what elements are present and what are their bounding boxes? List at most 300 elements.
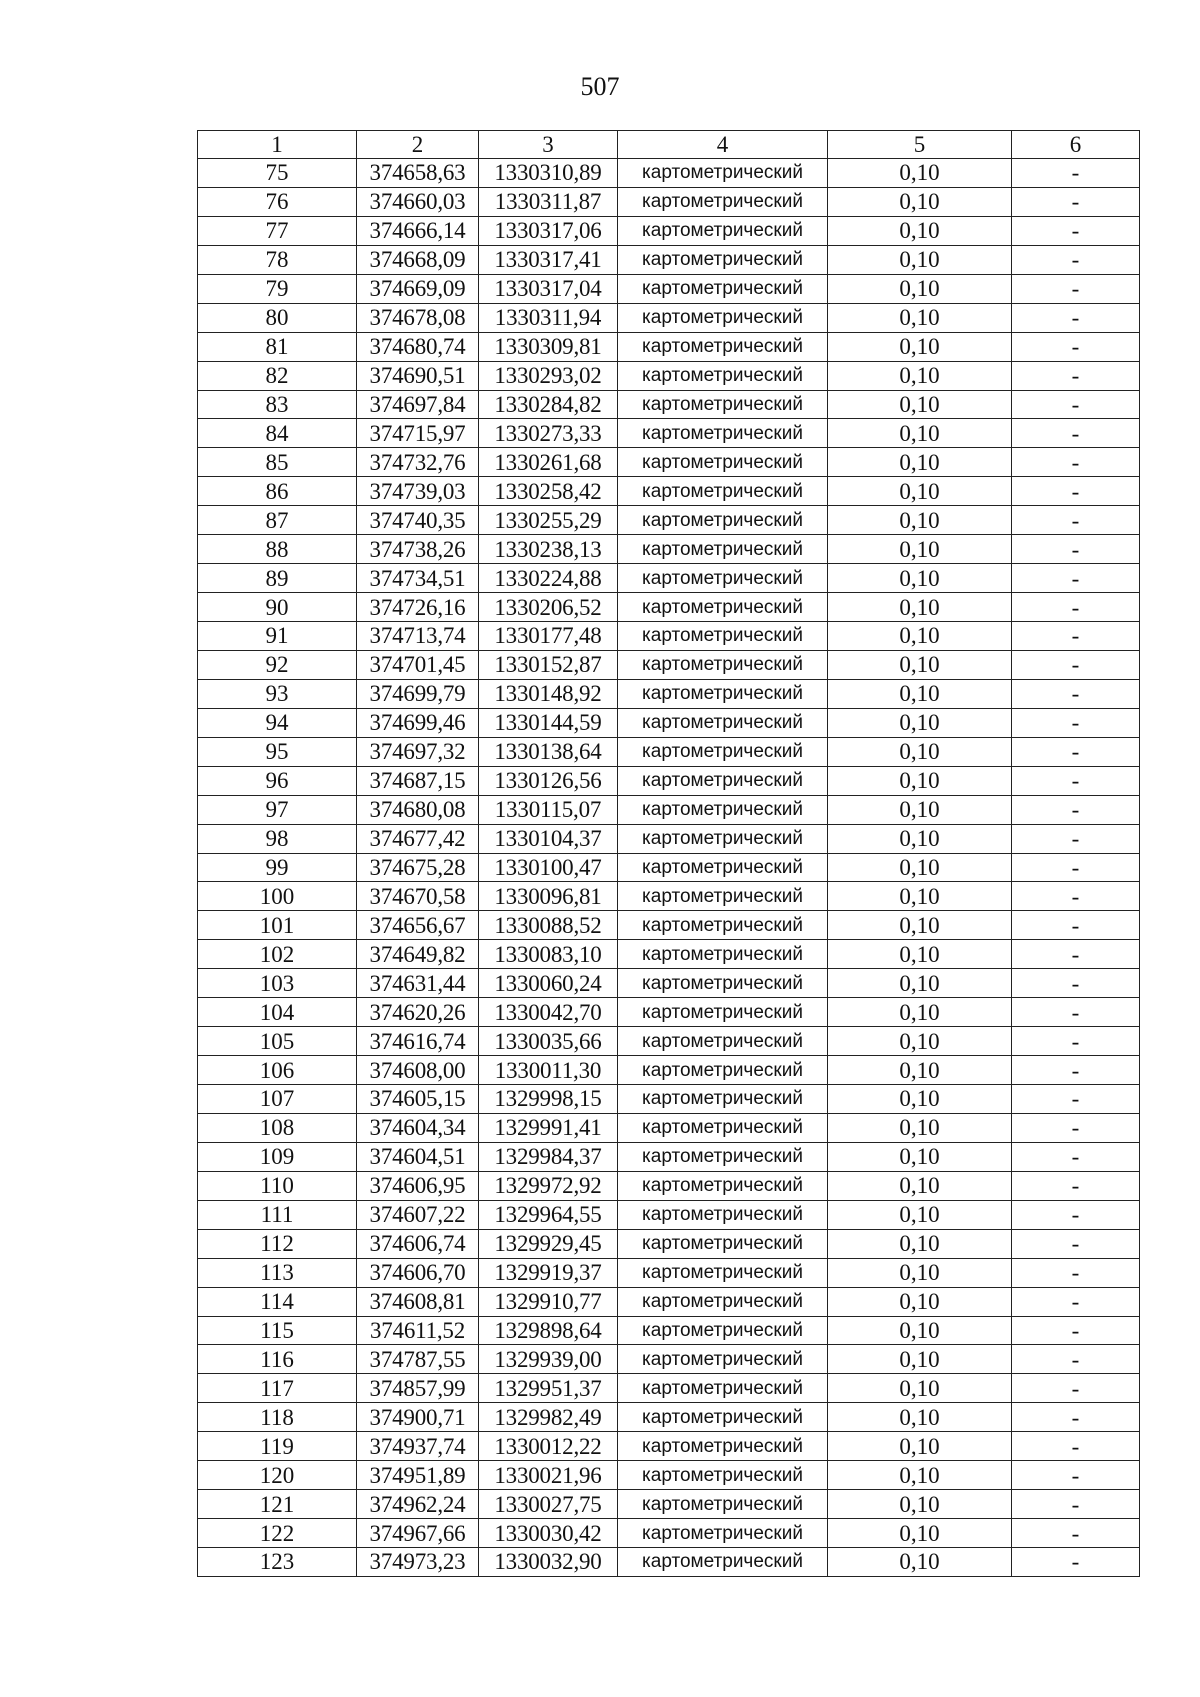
method-cell: картометрический [618, 1548, 828, 1577]
note-cell: - [1012, 824, 1140, 853]
method-cell: картометрический [618, 448, 828, 477]
point-number-cell: 123 [198, 1548, 357, 1577]
method-cell: картометрический [618, 1056, 828, 1085]
y-coordinate-cell: 1330088,52 [479, 911, 618, 940]
table-row [198, 795, 1140, 824]
y-coordinate-cell: 1330255,29 [479, 506, 618, 535]
x-coordinate-cell: 374697,32 [357, 737, 479, 766]
y-coordinate-cell: 1330206,52 [479, 593, 618, 622]
y-coordinate-cell: 1330284,82 [479, 390, 618, 419]
method-cell: картометрический [618, 593, 828, 622]
accuracy-cell: 0,10 [828, 940, 1012, 969]
x-coordinate-cell: 374697,84 [357, 390, 479, 419]
accuracy-cell: 0,10 [828, 448, 1012, 477]
note-cell: - [1012, 216, 1140, 245]
table-row [198, 911, 1140, 940]
note-cell: - [1012, 1403, 1140, 1432]
table-row [198, 216, 1140, 245]
method-cell: картометрический [618, 390, 828, 419]
y-coordinate-cell: 1330012,22 [479, 1432, 618, 1461]
table-row [198, 1374, 1140, 1403]
point-number-cell: 81 [198, 332, 357, 361]
table-row [198, 998, 1140, 1027]
x-coordinate-cell: 374701,45 [357, 650, 479, 679]
x-coordinate-cell: 374857,99 [357, 1374, 479, 1403]
x-coordinate-cell: 374713,74 [357, 622, 479, 651]
method-cell: картометрический [618, 824, 828, 853]
table-row [198, 737, 1140, 766]
accuracy-cell: 0,10 [828, 564, 1012, 593]
y-coordinate-cell: 1330035,66 [479, 1027, 618, 1056]
accuracy-cell: 0,10 [828, 390, 1012, 419]
accuracy-cell: 0,10 [828, 1403, 1012, 1432]
point-number-cell: 100 [198, 882, 357, 911]
x-coordinate-cell: 374675,28 [357, 853, 479, 882]
point-number-cell: 110 [198, 1171, 357, 1200]
point-number-cell: 112 [198, 1229, 357, 1258]
point-number-cell: 88 [198, 535, 357, 564]
table-row [198, 506, 1140, 535]
page-number: 507 [580, 72, 620, 101]
y-coordinate-cell: 1330115,07 [479, 795, 618, 824]
x-coordinate-cell: 374604,51 [357, 1142, 479, 1171]
note-cell: - [1012, 1171, 1140, 1200]
method-cell: картометрический [618, 187, 828, 216]
x-coordinate-cell: 374787,55 [357, 1345, 479, 1374]
x-coordinate-cell: 374740,35 [357, 506, 479, 535]
table-row [198, 303, 1140, 332]
coordinates-table [197, 130, 1140, 1577]
accuracy-cell: 0,10 [828, 795, 1012, 824]
x-coordinate-cell: 374631,44 [357, 969, 479, 998]
note-cell: - [1012, 159, 1140, 188]
table-row [198, 1432, 1140, 1461]
accuracy-cell: 0,10 [828, 187, 1012, 216]
note-cell: - [1012, 998, 1140, 1027]
note-cell: - [1012, 1200, 1140, 1229]
point-number-cell: 115 [198, 1316, 357, 1345]
x-coordinate-cell: 374677,42 [357, 824, 479, 853]
method-cell: картометрический [618, 1287, 828, 1316]
note-cell: - [1012, 708, 1140, 737]
x-coordinate-cell: 374608,81 [357, 1287, 479, 1316]
table-row [198, 390, 1140, 419]
table-row [198, 274, 1140, 303]
method-cell: картометрический [618, 245, 828, 274]
y-coordinate-cell: 1330138,64 [479, 737, 618, 766]
note-cell: - [1012, 1490, 1140, 1519]
y-coordinate-cell: 1330293,02 [479, 361, 618, 390]
method-cell: картометрический [618, 419, 828, 448]
method-cell: картометрический [618, 853, 828, 882]
x-coordinate-cell: 374656,67 [357, 911, 479, 940]
accuracy-cell: 0,10 [828, 535, 1012, 564]
y-coordinate-cell: 1330224,88 [479, 564, 618, 593]
accuracy-cell: 0,10 [828, 853, 1012, 882]
table-row [198, 332, 1140, 361]
y-coordinate-cell: 1329982,49 [479, 1403, 618, 1432]
method-cell: картометрический [618, 1200, 828, 1229]
point-number-cell: 80 [198, 303, 357, 332]
note-cell: - [1012, 1548, 1140, 1577]
point-number-cell: 91 [198, 622, 357, 651]
note-cell: - [1012, 1374, 1140, 1403]
point-number-cell: 84 [198, 419, 357, 448]
accuracy-cell: 0,10 [828, 303, 1012, 332]
x-coordinate-cell: 374734,51 [357, 564, 479, 593]
accuracy-cell: 0,10 [828, 1258, 1012, 1287]
accuracy-cell: 0,10 [828, 419, 1012, 448]
y-coordinate-cell: 1329998,15 [479, 1085, 618, 1114]
method-cell: картометрический [618, 1027, 828, 1056]
point-number-cell: 105 [198, 1027, 357, 1056]
y-coordinate-cell: 1329929,45 [479, 1229, 618, 1258]
accuracy-cell: 0,10 [828, 1432, 1012, 1461]
point-number-cell: 114 [198, 1287, 357, 1316]
method-cell: картометрический [618, 737, 828, 766]
table-row [198, 853, 1140, 882]
x-coordinate-cell: 374739,03 [357, 477, 479, 506]
note-cell: - [1012, 853, 1140, 882]
accuracy-cell: 0,10 [828, 1171, 1012, 1200]
point-number-cell: 99 [198, 853, 357, 882]
x-coordinate-cell: 374680,74 [357, 332, 479, 361]
point-number-cell: 82 [198, 361, 357, 390]
point-number-cell: 96 [198, 766, 357, 795]
table-row [198, 159, 1140, 188]
method-cell: картометрический [618, 1258, 828, 1287]
table-row [198, 708, 1140, 737]
note-cell: - [1012, 332, 1140, 361]
point-number-cell: 95 [198, 737, 357, 766]
note-cell: - [1012, 1519, 1140, 1548]
accuracy-cell: 0,10 [828, 274, 1012, 303]
x-coordinate-cell: 374687,15 [357, 766, 479, 795]
x-coordinate-cell: 374660,03 [357, 187, 479, 216]
note-cell: - [1012, 274, 1140, 303]
table-row [198, 882, 1140, 911]
y-coordinate-cell: 1329984,37 [479, 1142, 618, 1171]
accuracy-cell: 0,10 [828, 708, 1012, 737]
note-cell: - [1012, 1258, 1140, 1287]
y-coordinate-cell: 1330148,92 [479, 679, 618, 708]
note-cell: - [1012, 303, 1140, 332]
table-row [198, 650, 1140, 679]
accuracy-cell: 0,10 [828, 911, 1012, 940]
y-coordinate-cell: 1330126,56 [479, 766, 618, 795]
method-cell: картометрический [618, 535, 828, 564]
x-coordinate-cell: 374951,89 [357, 1461, 479, 1490]
x-coordinate-cell: 374607,22 [357, 1200, 479, 1229]
point-number-cell: 122 [198, 1519, 357, 1548]
y-coordinate-cell: 1330317,41 [479, 245, 618, 274]
table-row [198, 1316, 1140, 1345]
point-number-cell: 86 [198, 477, 357, 506]
table-body [198, 159, 1140, 1577]
table-row [198, 1258, 1140, 1287]
method-cell: картометрический [618, 622, 828, 651]
table-row [198, 1142, 1140, 1171]
y-coordinate-cell: 1330144,59 [479, 708, 618, 737]
header-col-5: 5 [828, 131, 1012, 159]
point-number-cell: 117 [198, 1374, 357, 1403]
method-cell: картометрический [618, 303, 828, 332]
y-coordinate-cell: 1330258,42 [479, 477, 618, 506]
table-row [198, 448, 1140, 477]
note-cell: - [1012, 1229, 1140, 1258]
table-row [198, 1085, 1140, 1114]
method-cell: картометрический [618, 1085, 828, 1114]
note-cell: - [1012, 535, 1140, 564]
table-row [198, 535, 1140, 564]
point-number-cell: 92 [198, 650, 357, 679]
point-number-cell: 97 [198, 795, 357, 824]
y-coordinate-cell: 1330060,24 [479, 969, 618, 998]
note-cell: - [1012, 1085, 1140, 1114]
table-row [198, 969, 1140, 998]
y-coordinate-cell: 1330152,87 [479, 650, 618, 679]
accuracy-cell: 0,10 [828, 159, 1012, 188]
point-number-cell: 101 [198, 911, 357, 940]
method-cell: картометрический [618, 650, 828, 679]
x-coordinate-cell: 374715,97 [357, 419, 479, 448]
header-col-6: 6 [1012, 131, 1140, 159]
x-coordinate-cell: 374666,14 [357, 216, 479, 245]
note-cell: - [1012, 593, 1140, 622]
table-row [198, 1403, 1140, 1432]
method-cell: картометрический [618, 1171, 828, 1200]
point-number-cell: 104 [198, 998, 357, 1027]
accuracy-cell: 0,10 [828, 882, 1012, 911]
note-cell: - [1012, 737, 1140, 766]
table-row [198, 1200, 1140, 1229]
table-row [198, 564, 1140, 593]
y-coordinate-cell: 1330096,81 [479, 882, 618, 911]
accuracy-cell: 0,10 [828, 766, 1012, 795]
point-number-cell: 94 [198, 708, 357, 737]
method-cell: картометрический [618, 911, 828, 940]
y-coordinate-cell: 1330311,94 [479, 303, 618, 332]
x-coordinate-cell: 374606,74 [357, 1229, 479, 1258]
note-cell: - [1012, 1432, 1140, 1461]
point-number-cell: 108 [198, 1113, 357, 1142]
accuracy-cell: 0,10 [828, 1200, 1012, 1229]
point-number-cell: 90 [198, 593, 357, 622]
note-cell: - [1012, 1461, 1140, 1490]
point-number-cell: 118 [198, 1403, 357, 1432]
accuracy-cell: 0,10 [828, 1287, 1012, 1316]
note-cell: - [1012, 361, 1140, 390]
note-cell: - [1012, 1316, 1140, 1345]
y-coordinate-cell: 1330261,68 [479, 448, 618, 477]
note-cell: - [1012, 650, 1140, 679]
x-coordinate-cell: 374606,95 [357, 1171, 479, 1200]
accuracy-cell: 0,10 [828, 1142, 1012, 1171]
point-number-cell: 93 [198, 679, 357, 708]
method-cell: картометрический [618, 766, 828, 795]
note-cell: - [1012, 969, 1140, 998]
accuracy-cell: 0,10 [828, 1316, 1012, 1345]
x-coordinate-cell: 374699,79 [357, 679, 479, 708]
x-coordinate-cell: 374732,76 [357, 448, 479, 477]
accuracy-cell: 0,10 [828, 245, 1012, 274]
method-cell: картометрический [618, 708, 828, 737]
table-row [198, 419, 1140, 448]
header-col-3: 3 [479, 131, 618, 159]
table-row [198, 679, 1140, 708]
accuracy-cell: 0,10 [828, 1490, 1012, 1519]
accuracy-cell: 0,10 [828, 998, 1012, 1027]
method-cell: картометрический [618, 1519, 828, 1548]
point-number-cell: 107 [198, 1085, 357, 1114]
y-coordinate-cell: 1330310,89 [479, 159, 618, 188]
point-number-cell: 102 [198, 940, 357, 969]
x-coordinate-cell: 374738,26 [357, 535, 479, 564]
x-coordinate-cell: 374678,08 [357, 303, 479, 332]
y-coordinate-cell: 1329898,64 [479, 1316, 618, 1345]
point-number-cell: 83 [198, 390, 357, 419]
table-row [198, 1287, 1140, 1316]
table-row [198, 1113, 1140, 1142]
table-row [198, 1519, 1140, 1548]
point-number-cell: 109 [198, 1142, 357, 1171]
y-coordinate-cell: 1330027,75 [479, 1490, 618, 1519]
note-cell: - [1012, 245, 1140, 274]
y-coordinate-cell: 1330032,90 [479, 1548, 618, 1577]
table-row [198, 940, 1140, 969]
x-coordinate-cell: 374658,63 [357, 159, 479, 188]
method-cell: картометрический [618, 940, 828, 969]
note-cell: - [1012, 187, 1140, 216]
method-cell: картометрический [618, 274, 828, 303]
table-row [198, 1056, 1140, 1085]
method-cell: картометрический [618, 1374, 828, 1403]
method-cell: картометрический [618, 216, 828, 245]
method-cell: картометрический [618, 882, 828, 911]
method-cell: картометрический [618, 1461, 828, 1490]
point-number-cell: 116 [198, 1345, 357, 1374]
point-number-cell: 77 [198, 216, 357, 245]
note-cell: - [1012, 882, 1140, 911]
table-row [198, 824, 1140, 853]
point-number-cell: 120 [198, 1461, 357, 1490]
y-coordinate-cell: 1330104,37 [479, 824, 618, 853]
y-coordinate-cell: 1329964,55 [479, 1200, 618, 1229]
method-cell: картометрический [618, 969, 828, 998]
accuracy-cell: 0,10 [828, 622, 1012, 651]
header-col-1: 1 [198, 131, 357, 159]
table-header [198, 131, 1140, 159]
y-coordinate-cell: 1330311,87 [479, 187, 618, 216]
x-coordinate-cell: 374962,24 [357, 1490, 479, 1519]
table-row [198, 1490, 1140, 1519]
accuracy-cell: 0,10 [828, 1548, 1012, 1577]
method-cell: картометрический [618, 1316, 828, 1345]
accuracy-cell: 0,10 [828, 216, 1012, 245]
point-number-cell: 98 [198, 824, 357, 853]
note-cell: - [1012, 622, 1140, 651]
accuracy-cell: 0,10 [828, 737, 1012, 766]
note-cell: - [1012, 795, 1140, 824]
y-coordinate-cell: 1329939,00 [479, 1345, 618, 1374]
x-coordinate-cell: 374616,74 [357, 1027, 479, 1056]
y-coordinate-cell: 1330309,81 [479, 332, 618, 361]
note-cell: - [1012, 766, 1140, 795]
accuracy-cell: 0,10 [828, 1085, 1012, 1114]
header-col-2: 2 [357, 131, 479, 159]
method-cell: картометрический [618, 1229, 828, 1258]
x-coordinate-cell: 374620,26 [357, 998, 479, 1027]
accuracy-cell: 0,10 [828, 1229, 1012, 1258]
method-cell: картометрический [618, 1490, 828, 1519]
accuracy-cell: 0,10 [828, 506, 1012, 535]
table-row [198, 622, 1140, 651]
accuracy-cell: 0,10 [828, 679, 1012, 708]
method-cell: картометрический [618, 332, 828, 361]
table-row [198, 1027, 1140, 1056]
point-number-cell: 121 [198, 1490, 357, 1519]
note-cell: - [1012, 1056, 1140, 1085]
note-cell: - [1012, 940, 1140, 969]
accuracy-cell: 0,10 [828, 1374, 1012, 1403]
point-number-cell: 103 [198, 969, 357, 998]
method-cell: картометрический [618, 564, 828, 593]
method-cell: картометрический [618, 361, 828, 390]
point-number-cell: 106 [198, 1056, 357, 1085]
point-number-cell: 78 [198, 245, 357, 274]
table-row [198, 1229, 1140, 1258]
method-cell: картометрический [618, 477, 828, 506]
method-cell: картометрический [618, 1403, 828, 1432]
table-row [198, 1548, 1140, 1577]
table-row [198, 1461, 1140, 1490]
accuracy-cell: 0,10 [828, 1027, 1012, 1056]
note-cell: - [1012, 448, 1140, 477]
x-coordinate-cell: 374608,00 [357, 1056, 479, 1085]
point-number-cell: 85 [198, 448, 357, 477]
y-coordinate-cell: 1330317,04 [479, 274, 618, 303]
note-cell: - [1012, 1345, 1140, 1374]
table-row [198, 1345, 1140, 1374]
x-coordinate-cell: 374606,70 [357, 1258, 479, 1287]
method-cell: картометрический [618, 795, 828, 824]
y-coordinate-cell: 1330030,42 [479, 1519, 618, 1548]
y-coordinate-cell: 1330100,47 [479, 853, 618, 882]
y-coordinate-cell: 1329991,41 [479, 1113, 618, 1142]
point-number-cell: 89 [198, 564, 357, 593]
x-coordinate-cell: 374900,71 [357, 1403, 479, 1432]
accuracy-cell: 0,10 [828, 824, 1012, 853]
point-number-cell: 119 [198, 1432, 357, 1461]
y-coordinate-cell: 1330083,10 [479, 940, 618, 969]
note-cell: - [1012, 679, 1140, 708]
method-cell: картометрический [618, 679, 828, 708]
note-cell: - [1012, 390, 1140, 419]
note-cell: - [1012, 911, 1140, 940]
accuracy-cell: 0,10 [828, 650, 1012, 679]
table-row [198, 766, 1140, 795]
accuracy-cell: 0,10 [828, 1519, 1012, 1548]
y-coordinate-cell: 1329951,37 [479, 1374, 618, 1403]
table-row [198, 361, 1140, 390]
x-coordinate-cell: 374669,09 [357, 274, 479, 303]
point-number-cell: 76 [198, 187, 357, 216]
y-coordinate-cell: 1330273,33 [479, 419, 618, 448]
point-number-cell: 79 [198, 274, 357, 303]
point-number-cell: 111 [198, 1200, 357, 1229]
note-cell: - [1012, 506, 1140, 535]
method-cell: картометрический [618, 159, 828, 188]
